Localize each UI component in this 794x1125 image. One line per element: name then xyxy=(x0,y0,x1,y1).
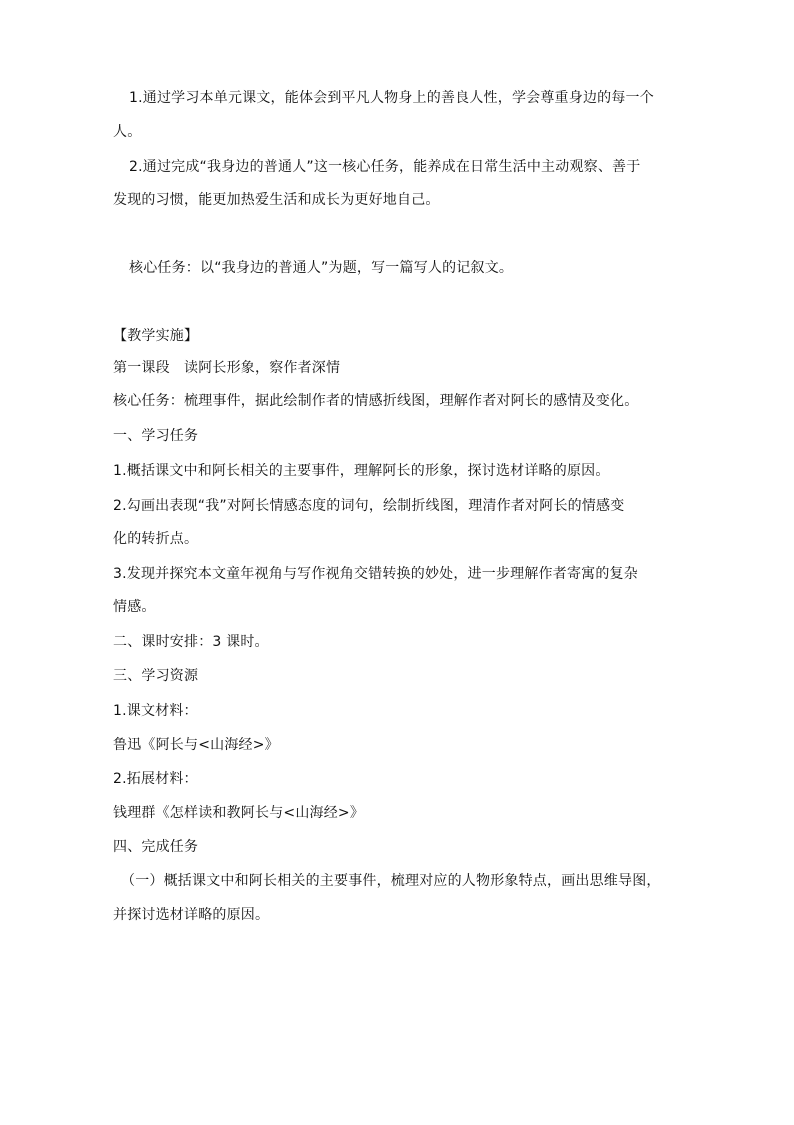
unit-core-task: 核心任务：梳理事件，据此绘制作者的情感折线图，理解作者对阿长的感情及变化。 xyxy=(113,393,639,409)
section-title: 【教学实施】 xyxy=(113,328,199,344)
goal-2-line-2: 发现的习惯，能更加热爱生活和成长为更好地自己。 xyxy=(113,192,440,208)
heading-complete-tasks: 四、完成任务 xyxy=(113,839,199,855)
resource-1-label: 1.课文材料： xyxy=(113,703,198,719)
task-2-line-1: 2.勾画出表现“我”对阿长情感态度的词句，绘制折线图，理清作者对阿长的情感变 xyxy=(113,498,625,514)
unit-title: 第一课段 读阿长形象，察作者深情 xyxy=(113,360,341,376)
task-3-line-2: 情感。 xyxy=(113,599,156,615)
resource-1-value: 鲁迅《阿长与<山海经>》 xyxy=(113,737,279,753)
core-task: 核心任务：以“我身边的普通人”为题，写一篇写人的记叙文。 xyxy=(129,260,514,276)
heading-learning-tasks: 一、学习任务 xyxy=(113,428,199,444)
complete-task-1-line-1: （一）概括课文中和阿长相关的主要事件，梳理对应的人物形象特点，画出思维导图， xyxy=(121,873,661,889)
resource-2-label: 2.拓展材料： xyxy=(113,771,198,787)
task-2-line-2: 化的转折点。 xyxy=(113,531,199,547)
goal-1-line-1: 1.通过学习本单元课文，能体会到平凡人物身上的善良人性，学会尊重身边的每一个 xyxy=(129,90,654,106)
complete-task-1-line-2: 并探讨选材详略的原因。 xyxy=(113,907,270,923)
goal-2-line-1: 2.通过完成“我身边的普通人”这一核心任务，能养成在日常生活中主动观察、善于 xyxy=(129,159,641,175)
resource-2-value: 钱理群《怎样读和教阿长与<山海经>》 xyxy=(113,805,365,821)
goal-1-line-2: 人。 xyxy=(113,124,142,140)
task-3-line-1: 3.发现并探究本文童年视角与写作视角交错转换的妙处，进一步理解作者寄寓的复杂 xyxy=(113,566,638,582)
heading-resources: 三、学习资源 xyxy=(113,668,199,684)
heading-schedule: 二、课时安排：3 课时。 xyxy=(113,634,269,650)
task-1: 1.概括课文中和阿长相关的主要事件，理解阿长的形象，探讨选材详略的原因。 xyxy=(113,463,610,479)
